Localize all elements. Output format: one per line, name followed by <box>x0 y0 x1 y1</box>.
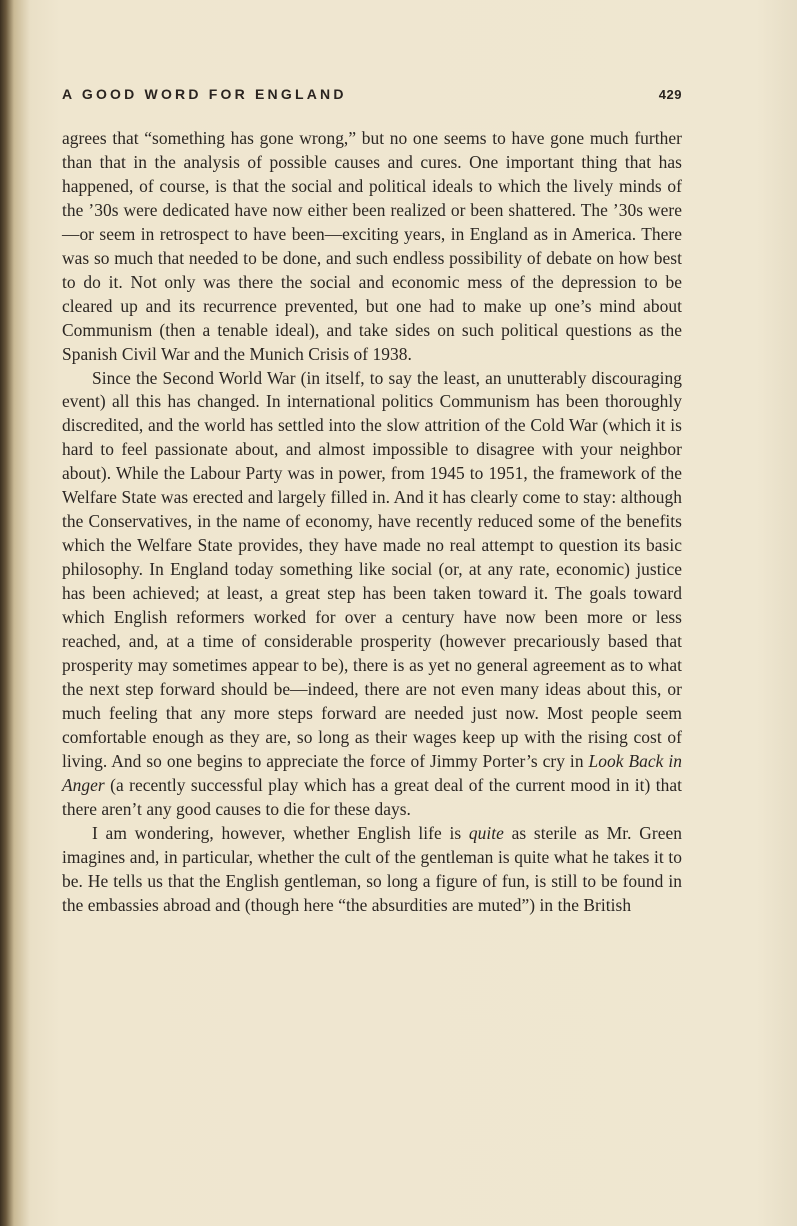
body-text <box>62 127 682 917</box>
paragraph-1 <box>62 127 682 367</box>
paragraph-3 <box>62 822 682 918</box>
paragraph-2 <box>62 367 682 822</box>
paragraph-2-text: Since the Second World War (in itself, to say the least, an unutterably discouraging event) all this has changed. In international politics Communism has been thoroughly discredited, and the world has settled into the slow attrition of the Cold War (which it is hard to feel passionate about, and almost impossible to disagree with your neighbor about). While the Labour Party was in power, from 1945 to 1951, the framework of the Welfare State was erected and largely filled in. And it has clearly come to stay: although the Conservatives, in the name of economy, have recently reduced some of the benefits which the Welfare State provides, they have made no real attempt to question its basic philosophy. In England today something like social (or, at any rate, economic) justice has been achieved; at least, a great step has been taken toward it. The goals toward which English reformers worked for over a century have now been more or less reached, and, at a time of considerable prosperity (however precariously based that prosperity may sometimes appear to be), there is as yet no general agreement as to what the next step forward should be—indeed, there are not even many ideas about this, or much feeling that any more steps forward are needed just now. Most people seem comfortable enough as they are, so long as their wages keep up with the rising cost of living. And so one begins to appreciate the force of Jimmy Porter’s cry in <box>62 367 682 771</box>
emphasis-quite: quite <box>468 822 504 843</box>
paragraph-1-text: agrees that “something has gone wrong,” but no one seems to have gone much further than that in the analysis of possible causes and cures. One important thing that has happened, of course, is that the social and political ideals to which the lively minds of the ’30s were dedicated have now either been realized or been shattered. The ’30s were—or seem in retrospect to have been—exciting years, in England as in America. There was so much that needed to be done, and such endless possibility of debate on how best to do it. Not only was there the social and economic mess of the depression to be cleared up and its recurrence prevented, but one had to make up one’s mind about Communism (then a tenable ideal), and take sides on such political questions as the Spanish Civil War and the Munich Crisis of 1938. <box>62 128 682 364</box>
play-title: Look Back in Anger <box>62 750 682 795</box>
page-number: 429 <box>658 87 682 102</box>
paragraph-3-text-cont: as sterile as Mr. Green imagines and, in particular, whether the cult of the gentleman is quite what he takes it to be. He tells us that the English gentleman, so long a figure of fun, is still to be found in the embassies abroad and (though here “the absurdities are muted”) in the British <box>62 822 682 915</box>
running-title: A GOOD WORD FOR ENGLAND <box>62 86 347 102</box>
running-head <box>62 86 682 108</box>
paragraph-2-text-cont: (a recently successful play which has a great deal of the current mood in it) that there aren’t any good causes to die for these days. <box>62 774 682 819</box>
paragraph-3-text: I am wondering, however, whether English life is <box>92 822 469 843</box>
